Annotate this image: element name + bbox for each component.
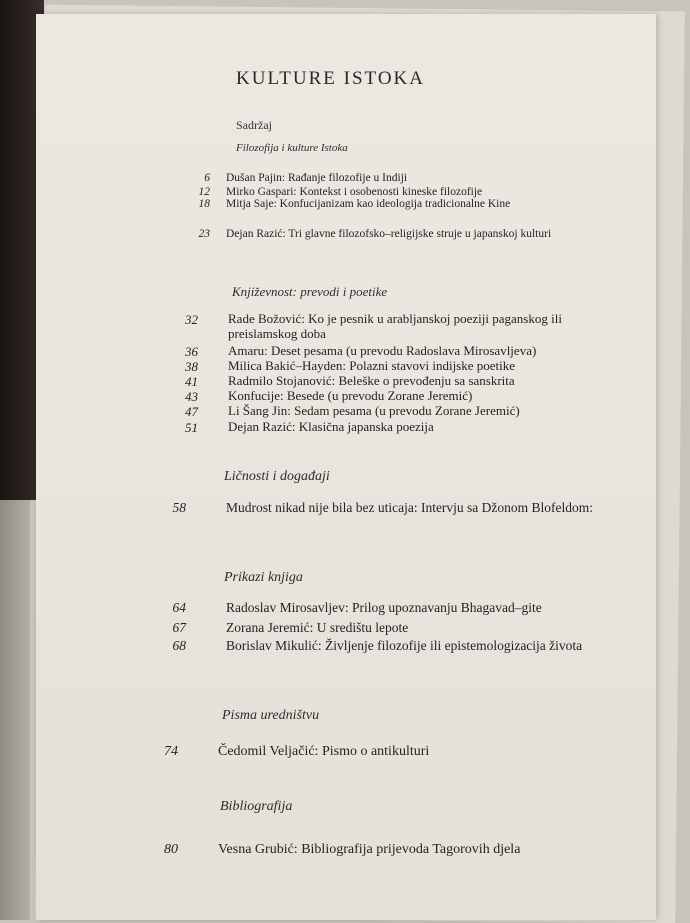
entry-text: Čedomil Veljačić: Pismo o antikulturi	[218, 744, 430, 759]
page-number: 74	[164, 744, 178, 759]
section-title: Ličnosti i događaji	[224, 469, 330, 484]
entry-text: Dejan Razić: Tri glavne filozofsko–religijske struje u japanskoj kulturi	[226, 228, 552, 240]
table-surface	[0, 500, 30, 920]
entry-text: Amaru: Deset pesama (u prevodu Radoslava Mirosavljeva)	[228, 343, 537, 358]
page-number: 12	[198, 186, 210, 198]
section-title: Filozofija i kulture Istoka	[236, 142, 348, 154]
page-number: 67	[172, 620, 186, 635]
entry-text: Milica Bakić–Hayden: Polazni stavovi indijske poetike	[228, 358, 516, 373]
entry-text: Mudrost nikad nije bila bez uticaja: Intervju sa Džonom Blofeldom:	[226, 500, 594, 515]
entry-text: Borislav Mikulić: Življenje filozofije ili epistemologizacija života	[226, 638, 583, 653]
section-title: Bibliografija	[220, 799, 293, 814]
entry-text: Radoslav Mirosavljev: Prilog upoznavanju Bhagavad–gite	[226, 600, 542, 615]
entry-text: Radmilo Stojanović: Beleške o prevođenju sa sanskrita	[228, 373, 515, 388]
entry-text: Zorana Jeremić: U središtu lepote	[226, 620, 409, 635]
page-number: 18	[198, 198, 210, 210]
page-number: 58	[172, 500, 186, 515]
entry-text: Li Šang Jin: Sedam pesama (u prevodu Zorane Jeremić)	[228, 403, 520, 418]
contents-page	[36, 14, 656, 920]
section-title: Pisma uredništvu	[222, 708, 320, 723]
entry-text: Mitja Saje: Konfucijanizam kao ideologija tradicionalne Kine	[226, 198, 511, 210]
entry-text: Dejan Razić: Klasična japanska poezija	[228, 419, 434, 434]
entry-text: Vesna Grubić: Bibliografija prijevoda Tagorovih djela	[218, 842, 521, 857]
entry-text: Konfucije: Besede (u prevodu Zorane Jeremić)	[228, 388, 473, 403]
page-number: 32	[185, 312, 198, 327]
section-title: Prikazi knjiga	[224, 570, 303, 585]
page-number: 41	[185, 374, 198, 389]
contents-label: Sadržaj	[236, 118, 272, 132]
entry-text: Dušan Pajin: Rađanje filozofije u Indiji	[226, 172, 408, 184]
entry-text: Mirko Gaspari: Kontekst i osobenosti kineske filozofije	[226, 186, 483, 198]
page-number: 38	[185, 359, 198, 374]
page-number: 43	[185, 389, 198, 404]
page-number: 6	[204, 172, 210, 184]
entry-text: Rade Božović: Ko je pesnik u arabljanskoj poeziji paganskog ili preislamskog doba	[228, 311, 562, 341]
section-title: Književnost: prevodi i poetike	[232, 284, 388, 299]
page-number: 68	[172, 638, 186, 653]
page-title: KULTURE ISTOKA	[236, 68, 425, 89]
page-number: 36	[185, 344, 198, 359]
page-number: 51	[185, 420, 198, 435]
page-number: 47	[185, 404, 198, 419]
page-number: 23	[198, 228, 210, 240]
page-number: 64	[172, 600, 186, 615]
page-number: 80	[164, 842, 178, 857]
